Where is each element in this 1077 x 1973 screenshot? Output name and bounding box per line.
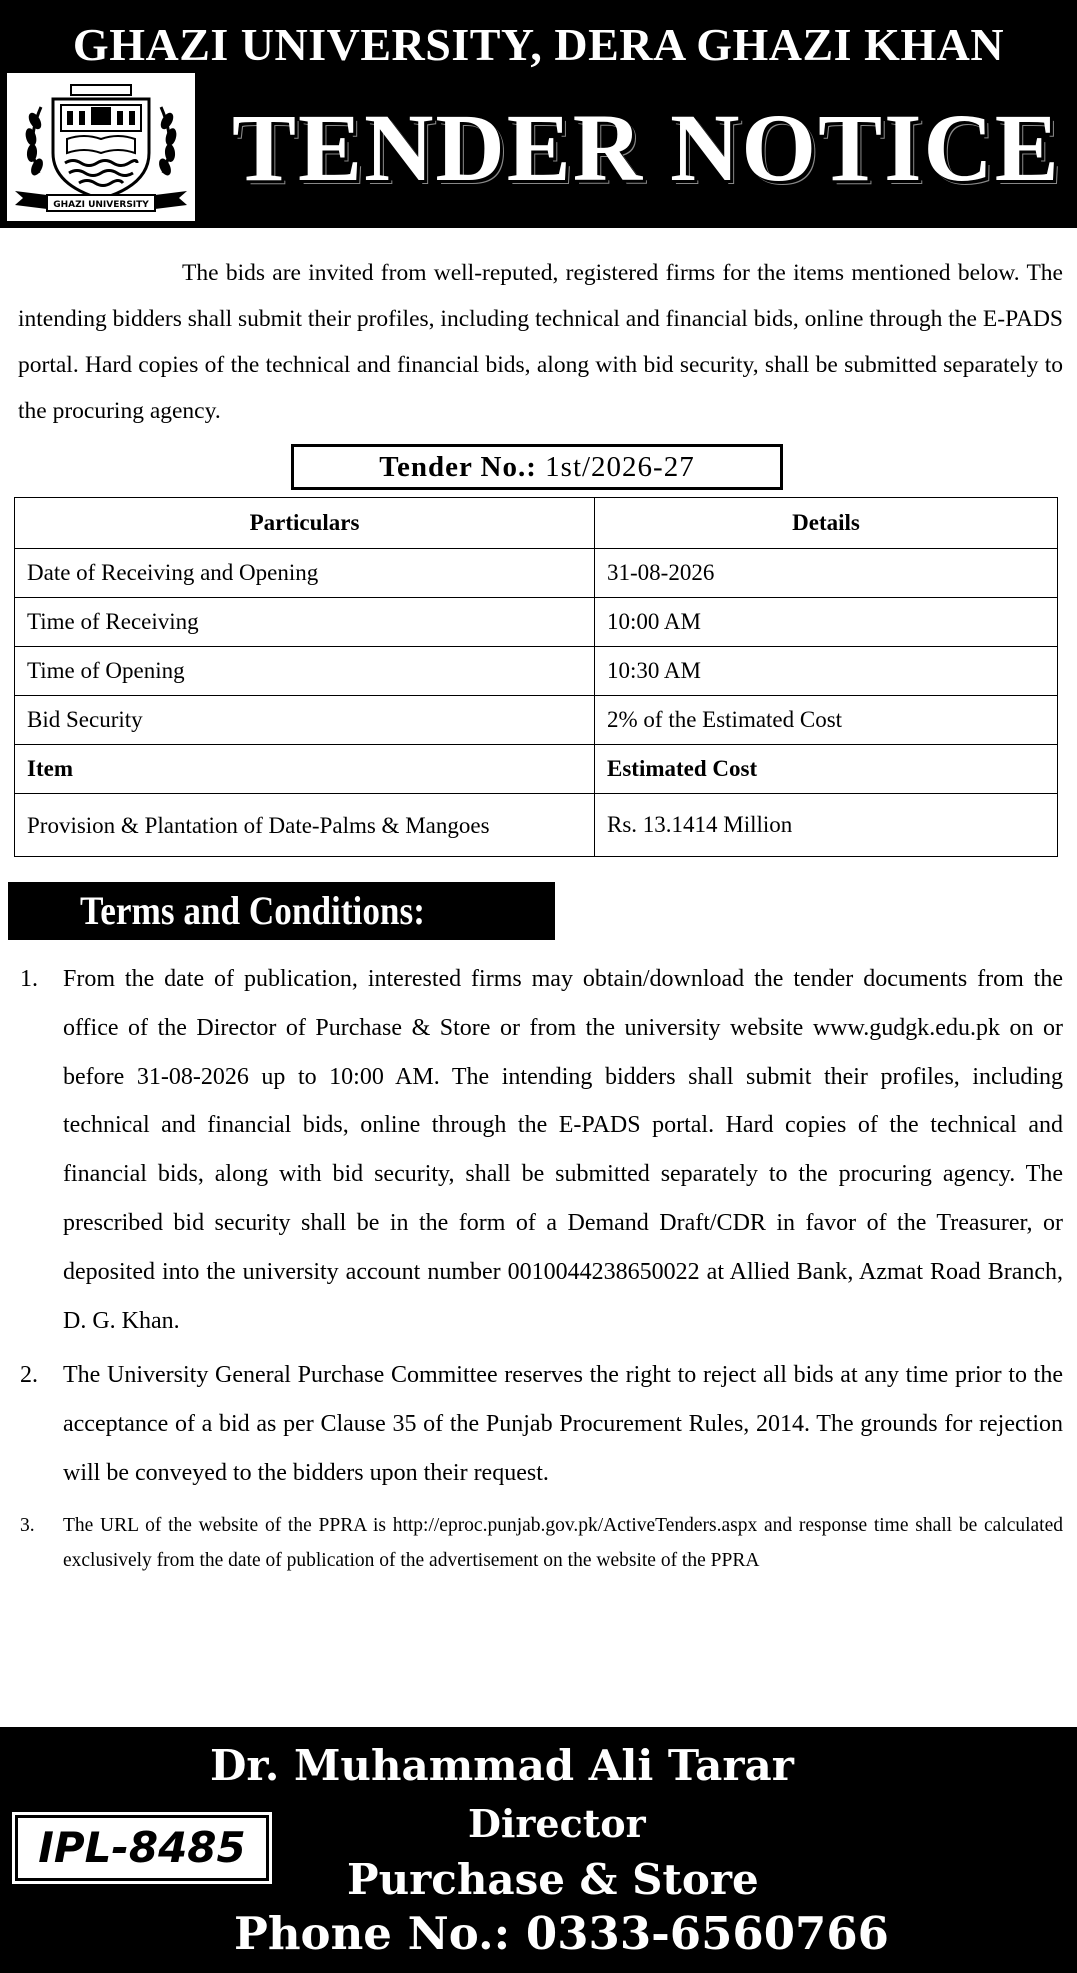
tender-number-box xyxy=(291,444,783,490)
table-cell: Bid Security xyxy=(15,696,595,745)
list-item-text: The URL of the website of the PPRA is http://eproc.punjab.gov.pk/ActiveTenders.aspx and response time shall be calculated exclusively from the date of publication of the advertisement on the website of the PPRA xyxy=(63,1514,1063,1571)
list-item xyxy=(14,1351,1063,1497)
table-cell: 10:00 AM xyxy=(595,598,1058,647)
item-header-row xyxy=(15,745,1058,794)
university-crest-icon xyxy=(7,73,195,221)
list-item-number: 3. xyxy=(20,1514,35,1536)
header-banner xyxy=(0,0,1077,228)
table-header-cell: Details xyxy=(595,498,1058,549)
university-name: GHAZI UNIVERSITY, DERA GHAZI KHAN xyxy=(72,19,1005,70)
footer-banner xyxy=(0,1727,1077,1973)
item-header-cell: Item xyxy=(15,745,595,794)
logo-caption: GHAZI UNIVERSITY xyxy=(53,200,149,210)
table-cell: Date of Receiving and Opening xyxy=(15,549,595,598)
item-header-cell: Estimated Cost xyxy=(595,745,1058,794)
list-item xyxy=(14,955,1063,1345)
list-item xyxy=(14,1508,1063,1578)
university-logo xyxy=(7,73,195,221)
table-row xyxy=(15,549,1058,598)
terms-heading-banner xyxy=(8,882,555,940)
table-cell: Time of Opening xyxy=(15,647,595,696)
item-cell: Provision & Plantation of Date-Palms & Mangoes xyxy=(15,794,595,857)
intro-paragraph xyxy=(18,250,1063,434)
notice-title: TENDER NOTICE xyxy=(232,94,1061,201)
list-item-text: The University General Purchase Committee reserves the right to reject all bids at any time prior to the acceptance of a bid as per Clause 35 of the Punjab Procurement Rules, 2014. The grounds for rejection will be conveyed to the bidders upon their request. xyxy=(63,1362,1063,1486)
table-row xyxy=(15,696,1058,745)
table-row xyxy=(15,647,1058,696)
signatory-department: Purchase & Store xyxy=(347,1855,759,1904)
ipl-code-badge: IPL-8485 xyxy=(15,1815,269,1881)
table-row xyxy=(15,598,1058,647)
table-cell: 10:30 AM xyxy=(595,647,1058,696)
tender-details-table xyxy=(14,497,1058,857)
tender-number-value: 1st/2026-27 xyxy=(545,451,695,483)
table-header-cell: Particulars xyxy=(15,498,595,549)
table-header-row xyxy=(15,498,1058,549)
item-row xyxy=(15,794,1058,857)
terms-list xyxy=(14,955,1063,1578)
signatory-name: Dr. Muhammad Ali Tarar xyxy=(210,1741,794,1790)
contact-phone: Phone No.: 0333-6560766 xyxy=(234,1907,889,1960)
terms-heading: Terms and Conditions: xyxy=(80,888,425,933)
signatory-designation: Director xyxy=(468,1801,646,1846)
table-cell: Time of Receiving xyxy=(15,598,595,647)
list-item-number: 1. xyxy=(20,966,38,992)
table-cell: 2% of the Estimated Cost xyxy=(595,696,1058,745)
item-cell: Rs. 13.1414 Million xyxy=(595,794,1058,857)
table-cell: 31-08-2026 xyxy=(595,549,1058,598)
list-item-text: From the date of publication, interested firms may obtain/download the tender documents from the office of the Director of Purchase & Store or from the university website www.gudgk.edu.pk on or before 31-08-2026 up to 10:00 AM. The intending bidders shall submit their profiles, including technical and financial bids, online through the E-PADS portal. Hard copies of the technical and financial bids, along with bid security, shall be submitted separately to the procuring agency. The prescribed bid security shall be in the form of a Demand Draft/CDR in favor of the Treasurer, or deposited into the university account number 0010044238650022 at Allied Bank, Azmat Road Branch, D. G. Khan. xyxy=(63,966,1063,1334)
tender-number-label: Tender No.: xyxy=(379,451,537,483)
intro-text: The bids are invited from well-reputed, registered firms for the items mentioned below. The intending bidders shall submit their profiles, including technical and financial bids, online through the E-PADS portal. Hard copies of the technical and financial bids, along with bid security, shall be submitted separately to the procuring agency. xyxy=(18,260,1063,424)
list-item-number: 2. xyxy=(20,1362,38,1389)
